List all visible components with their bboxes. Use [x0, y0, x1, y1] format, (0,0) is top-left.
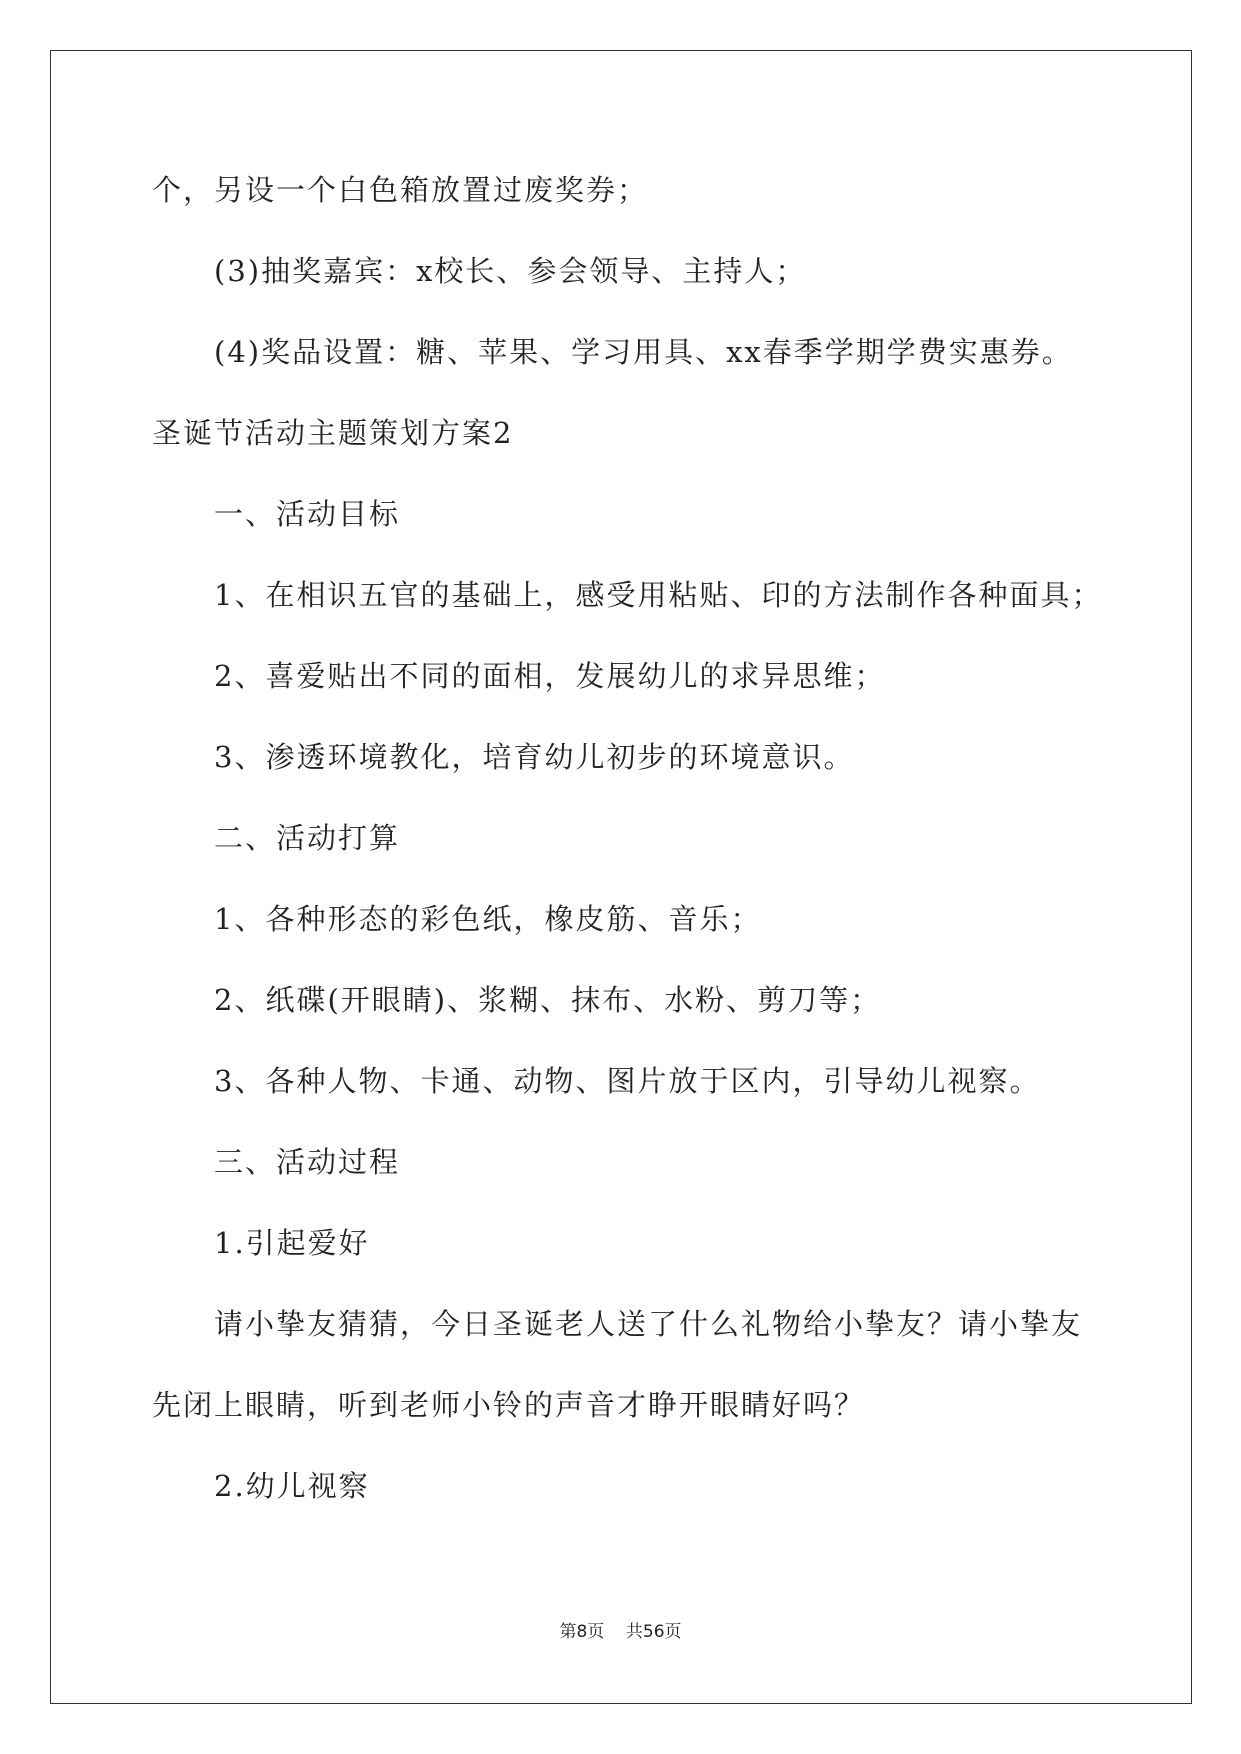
body-line: 1、在相识五官的基础上，感受用粘贴、印的方法制作各种面具； [214, 578, 1103, 612]
body-line: 3、各种人物、卡通、动物、图片放于区内，引导幼儿视察。 [214, 1064, 1041, 1098]
body-line: (3)抽奖嘉宾：x校长、参会领导、主持人； [214, 254, 807, 288]
body-line: (4)奖品设置：糖、苹果、学习用具、xx春季学期学费实惠券。 [214, 335, 1073, 369]
subheading-line: 2.幼儿视察 [214, 1469, 370, 1503]
subheading-line: 1.引起爱好 [214, 1226, 370, 1260]
section-title: 圣诞节活动主题策划方案2 [152, 416, 514, 450]
body-line: 个，另设一个白色箱放置过废奖券； [152, 173, 649, 207]
document-body [152, 150, 1103, 1527]
body-line: 2、喜爱贴出不同的面相，发展幼儿的求异思维； [214, 659, 886, 693]
heading-line: 一、活动目标 [214, 497, 401, 531]
page-number: 第8页 共56页 [559, 1622, 682, 1642]
body-line: 2、纸碟(开眼睛)、浆糊、抹布、水粉、剪刀等； [214, 983, 882, 1017]
heading-line: 三、活动过程 [214, 1145, 401, 1179]
body-line: 1、各种形态的彩色纸，橡皮筋、音乐； [214, 902, 762, 936]
body-line: 先闭上眼睛，听到老师小铃的声音才睁开眼睛好吗？ [152, 1388, 866, 1422]
body-line: 请小挚友猜猜，今日圣诞老人送了什么礼物给小挚友？请小挚友 [214, 1307, 1083, 1341]
heading-line: 二、活动打算 [214, 821, 401, 855]
body-line: 3、渗透环境教化，培育幼儿初步的环境意识。 [214, 740, 855, 774]
page-footer [0, 1617, 1241, 1642]
